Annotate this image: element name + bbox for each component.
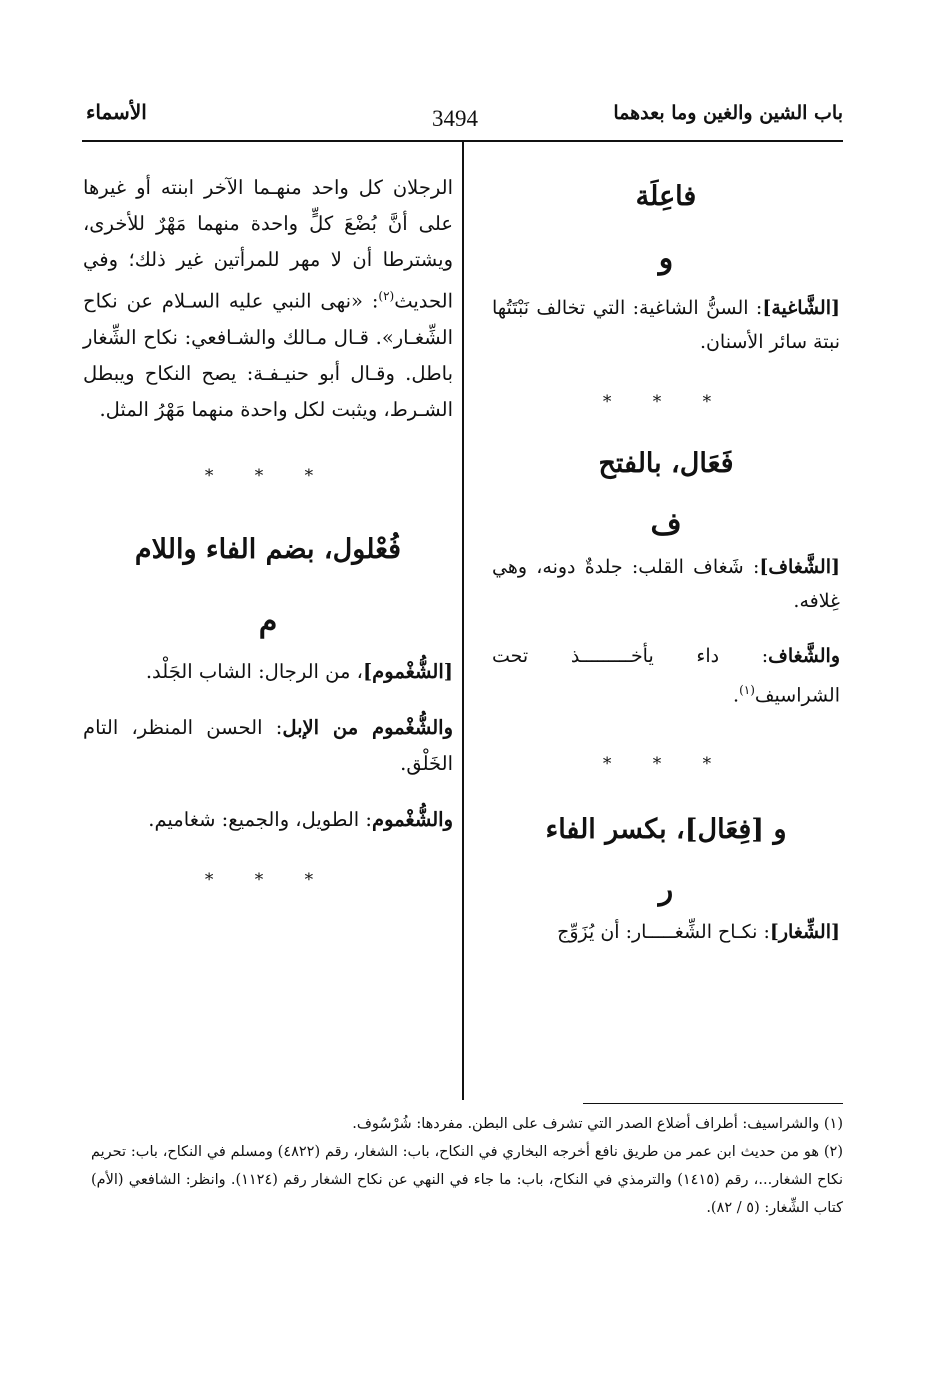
section-divider-stars: * * * <box>204 465 332 486</box>
pattern-heading: فاعِلَة <box>635 181 697 212</box>
page-number: 3494 <box>432 106 478 131</box>
entry-continuation <box>83 170 453 428</box>
section-divider-stars: * * * <box>204 869 332 890</box>
entry-text: : «نهى النبي عليه السـلام عن نكاح الشِّغـار». قـال مـالك والشـافعي: نكاح الشِّغار باطل. وقـال أبو حنيـفـة: يصح النكاح ويبطل الشـرط، ويثبت لكل واحدة منهما مَهْرُ المثل. <box>83 289 453 421</box>
pattern-heading: فَعَال، بالفتح <box>598 448 734 480</box>
letter-heading: ر <box>658 872 674 908</box>
entry-headword: [الشَّغاف] <box>759 556 840 579</box>
entry-text: الرجلان كل واحد منهـما الآخر ابنته أو غيرها على أنَّ بُضْعَ كلٍّ واحدة منهما مَهْرٌ للأخرى، ويشترطا أن لا مهر للمرأتين غير ذلك؛ وفي الحديث <box>83 176 453 313</box>
entry <box>492 639 840 713</box>
running-head-chapter: باب الشين والغين وما بعدهما <box>613 102 843 124</box>
entry-definition: : شَغاف القلب: جلدةٌ دونه، وهي غِلافه. <box>492 556 840 613</box>
entry-headword: والشَّغاف <box>768 644 840 667</box>
entry-definition: : الحسن المنظر، التام الخَلْق. <box>83 715 453 775</box>
entry-headword: والشُّغْموم من الإبل <box>282 715 453 739</box>
letter-heading: ف <box>650 506 682 542</box>
footnote-1: (١) والشراسيف: أطراف أضلاع الصدر التي تشرف على البطن. مفردها: شُرْسُوف. <box>352 1116 843 1132</box>
entry-headword: [الشُّغْموم] <box>362 659 453 683</box>
entry-end: . <box>733 684 740 707</box>
right-column <box>492 150 840 950</box>
entry-definition: ، من الرجال: الشاب الجَلْد. <box>145 659 363 683</box>
footnote-2: (٢) هو من حديث ابن عمر من طريق نافع أخرجه البخاري في النكاح، باب: الشغار، رقم (٤٨٢٢) ومسلم في النكاح، باب: تحريم نكاح الشغار...، رقم (١٤١٥) والترمذي في النكاح، باب: ما جاء في النهي عن نكاح الشغار رقم (١١٢٤). وانظر: الشافعي (الأم) كتاب الشِّغار: (٥ / ٨٢). <box>91 1144 843 1216</box>
section-divider-stars: * * * <box>602 753 730 774</box>
footnotes <box>91 1110 843 1222</box>
section-divider-stars: * * * <box>602 392 730 413</box>
running-head-section: الأسماء <box>86 100 147 124</box>
entry <box>83 802 453 838</box>
entry-definition: : نكـاح الشِّغـــــار: أن يُزَوِّج <box>557 921 770 944</box>
pattern-heading: و [فِعَال]، بكسر الفاء <box>545 813 787 845</box>
entry-definition: : السنُّ الشاغية: التي تخالف نَبْتَتُها نبتة سائر الأسنان. <box>492 296 840 353</box>
footnote-ref[interactable]: (٢) <box>378 289 395 303</box>
entry-headword: والشُّغْموم <box>372 807 453 831</box>
letter-heading: و <box>658 241 674 277</box>
footnote-rule <box>583 1103 843 1104</box>
entry-definition: : داء يأخـــــــــذ تحت الشراسيف <box>492 644 840 707</box>
entry-headword: [الشَّاغية] <box>762 296 840 319</box>
entry <box>492 550 840 619</box>
column-divider <box>462 142 464 1100</box>
entry-headword: [الشِّغار] <box>769 921 840 944</box>
pattern-heading: فُعْلول، بضم الفاء واللام <box>134 533 402 565</box>
letter-heading: م <box>258 603 278 639</box>
entry-definition: : الطويل، والجميع: شغاميم. <box>148 807 372 831</box>
footnote-ref[interactable]: (١) <box>739 682 755 697</box>
entry <box>492 915 840 949</box>
entry <box>83 654 453 690</box>
entry <box>492 291 840 360</box>
entry <box>83 710 453 782</box>
left-column <box>83 150 453 898</box>
